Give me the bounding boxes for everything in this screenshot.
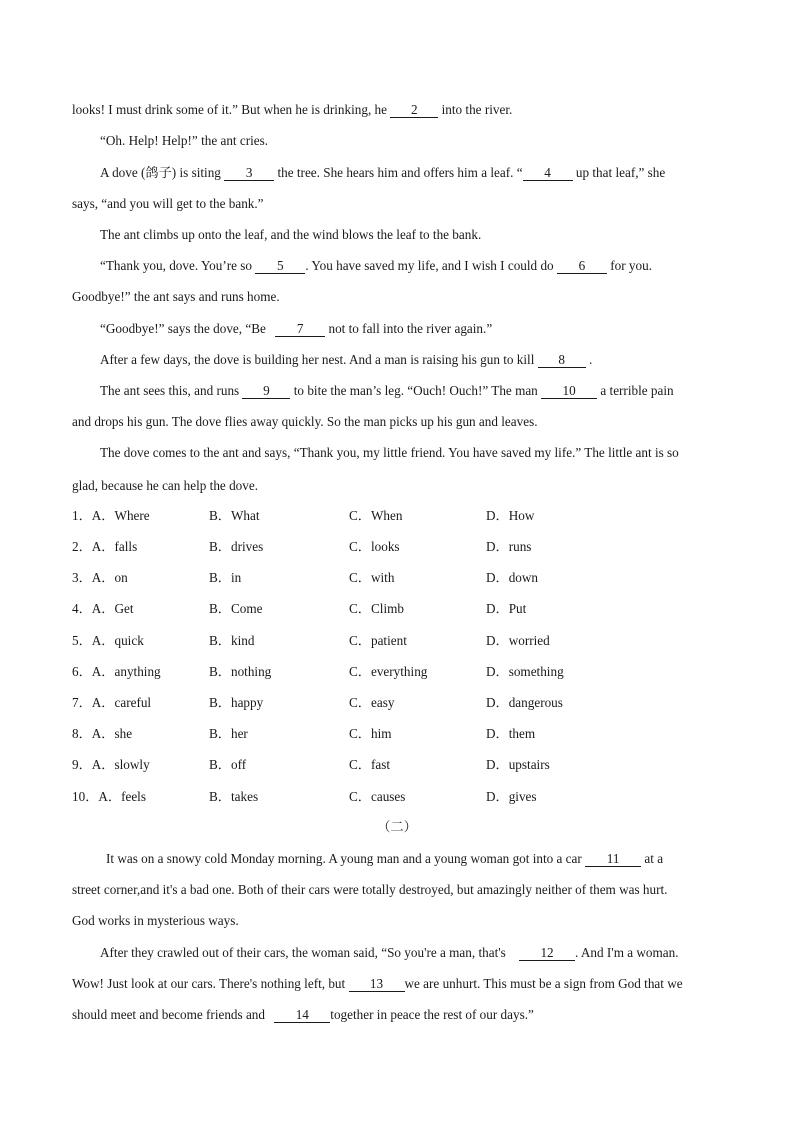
passage1-line-11: and drops his gun. The dove flies away quickly. So the man picks up his gun and leaves. [72,414,538,429]
option-a: 3．A．on [72,570,128,585]
blank-12: 12 [519,945,575,961]
option-d: D．worried [486,633,550,648]
option-d: D．upstairs [486,757,550,772]
option-b: B．What [209,508,260,523]
text: into the river. [438,102,513,117]
option-row-1 [72,507,732,525]
option-c: C．Climb [349,601,404,616]
section-2-title: （二） [377,819,417,834]
text: . And I'm a woman. [575,945,679,960]
option-d: D．runs [486,539,532,554]
blank-7: 7 [275,321,325,337]
blank-2: 2 [390,102,438,118]
option-row-10 [72,788,732,806]
text: It was on a snowy cold Monday morning. A young man and a young woman got into a car [106,851,586,866]
passage1-line-6 [100,257,732,275]
blank-11: 11 [585,851,641,867]
text: we are unhurt. This must be a sign from God that we [404,976,683,991]
option-b: B．takes [209,789,259,804]
option-row-7 [72,694,732,712]
option-c: C．causes [349,789,406,804]
blank-4: 4 [523,165,573,181]
text: After they crawled out of their cars, the woman said, “So you're a man, that's [100,945,510,960]
text: “Thank you, dove. You’re so [100,258,256,273]
option-row-9 [72,756,732,774]
blank-5: 5 [255,258,305,274]
option-c: C．everything [349,664,428,679]
text: together in peace the rest of our days.” [330,1007,534,1022]
passage1-line-10 [100,382,732,400]
text: for you. [606,258,652,273]
text: A dove (鸽子) is siting [100,165,225,180]
option-c: C．fast [349,757,391,772]
option-a: 5．A．quick [72,633,144,648]
option-b: B．drives [209,539,264,554]
text: the tree. She hears him and offers him a leaf. “ [274,165,523,180]
option-b: B．off [209,757,247,772]
option-a: 9．A．slowly [72,757,150,772]
passage2-line-6 [72,1006,732,1024]
option-d: D．them [486,726,536,741]
option-d: D．something [486,664,564,679]
text: looks! I must drink some of it.” But when he is drinking, he [72,102,391,117]
text: . You have saved my life, and I wish I could do [305,258,557,273]
blank-14: 14 [274,1007,330,1023]
option-row-8 [72,725,732,743]
option-a: 4．A．Get [72,601,134,616]
blank-10: 10 [541,383,597,399]
option-c: C．easy [349,695,395,710]
option-d: D．How [486,508,535,523]
option-c: C．looks [349,539,400,554]
option-row-5 [72,632,732,650]
option-b: B．Come [209,601,263,616]
text: not to fall into the river again.” [325,321,493,336]
blank-3: 3 [224,165,274,181]
option-d: D．Put [486,601,527,616]
option-d: D．dangerous [486,695,563,710]
text: “Goodbye!” says the dove, “Be [100,321,270,336]
passage1-line-12: The dove comes to the ant and says, “Thank you, my little friend. You have saved my life.” The little ant is so [100,445,679,460]
passage2-line-4 [100,944,732,962]
text: Wow! Just look at our cars. There's nothing left, but [72,976,349,991]
text: The ant sees this, and runs [100,383,243,398]
option-d: D．down [486,570,539,585]
passage1-line-8 [100,320,732,338]
option-row-3 [72,569,732,587]
passage2-line-5 [72,975,732,993]
passage2-line-1 [106,850,732,868]
passage1-line-5: The ant climbs up onto the leaf, and the wind blows the leaf to the bank. [100,227,482,242]
text: up that leaf,” she [572,165,666,180]
text: a terrible pain [597,383,674,398]
option-b: B．nothing [209,664,272,679]
option-c: C．When [349,508,403,523]
option-b: B．her [209,726,248,741]
option-c: C．with [349,570,395,585]
option-c: C．him [349,726,392,741]
option-d: D．gives [486,789,537,804]
passage1-line-9 [100,351,732,369]
passage1-line-13: glad, because he can help the dove. [72,478,259,493]
option-row-2 [72,538,732,556]
option-c: C．patient [349,633,407,648]
passage1-line-4: says, “and you will get to the bank.” [72,196,264,211]
passage1-line-2: “Oh. Help! Help!” the ant cries. [100,133,269,148]
passage2-line-2: street corner,and it's a bad one. Both of their cars were totally destroyed, but amazingly neither of them was hurt. [72,882,668,897]
option-b: B．in [209,570,242,585]
passage2-line-3: God works in mysterious ways. [72,913,239,928]
passage1-line-3 [100,164,732,182]
option-a: 7．A．careful [72,695,152,710]
blank-13: 13 [349,976,405,992]
option-a: 1．A．Where [72,508,150,523]
passage1-line-1 [72,101,732,119]
text: should meet and become friends and [72,1007,269,1022]
blank-9: 9 [242,383,290,399]
option-b: B．happy [209,695,264,710]
text: to bite the man’s leg. “Ouch! Ouch!” The man [290,383,542,398]
passage1-line-7: Goodbye!” the ant says and runs home. [72,289,280,304]
option-row-4 [72,600,732,618]
blank-8: 8 [538,352,586,368]
text: at a [641,851,664,866]
option-a: 6．A．anything [72,664,161,679]
text: . [585,352,593,367]
text: After a few days, the dove is building her nest. And a man is raising his gun to kill [100,352,538,367]
option-row-6 [72,663,732,681]
option-a: 10．A．feels [72,789,146,804]
option-a: 8．A．she [72,726,133,741]
blank-6: 6 [557,258,607,274]
option-a: 2．A．falls [72,539,138,554]
option-b: B．kind [209,633,255,648]
